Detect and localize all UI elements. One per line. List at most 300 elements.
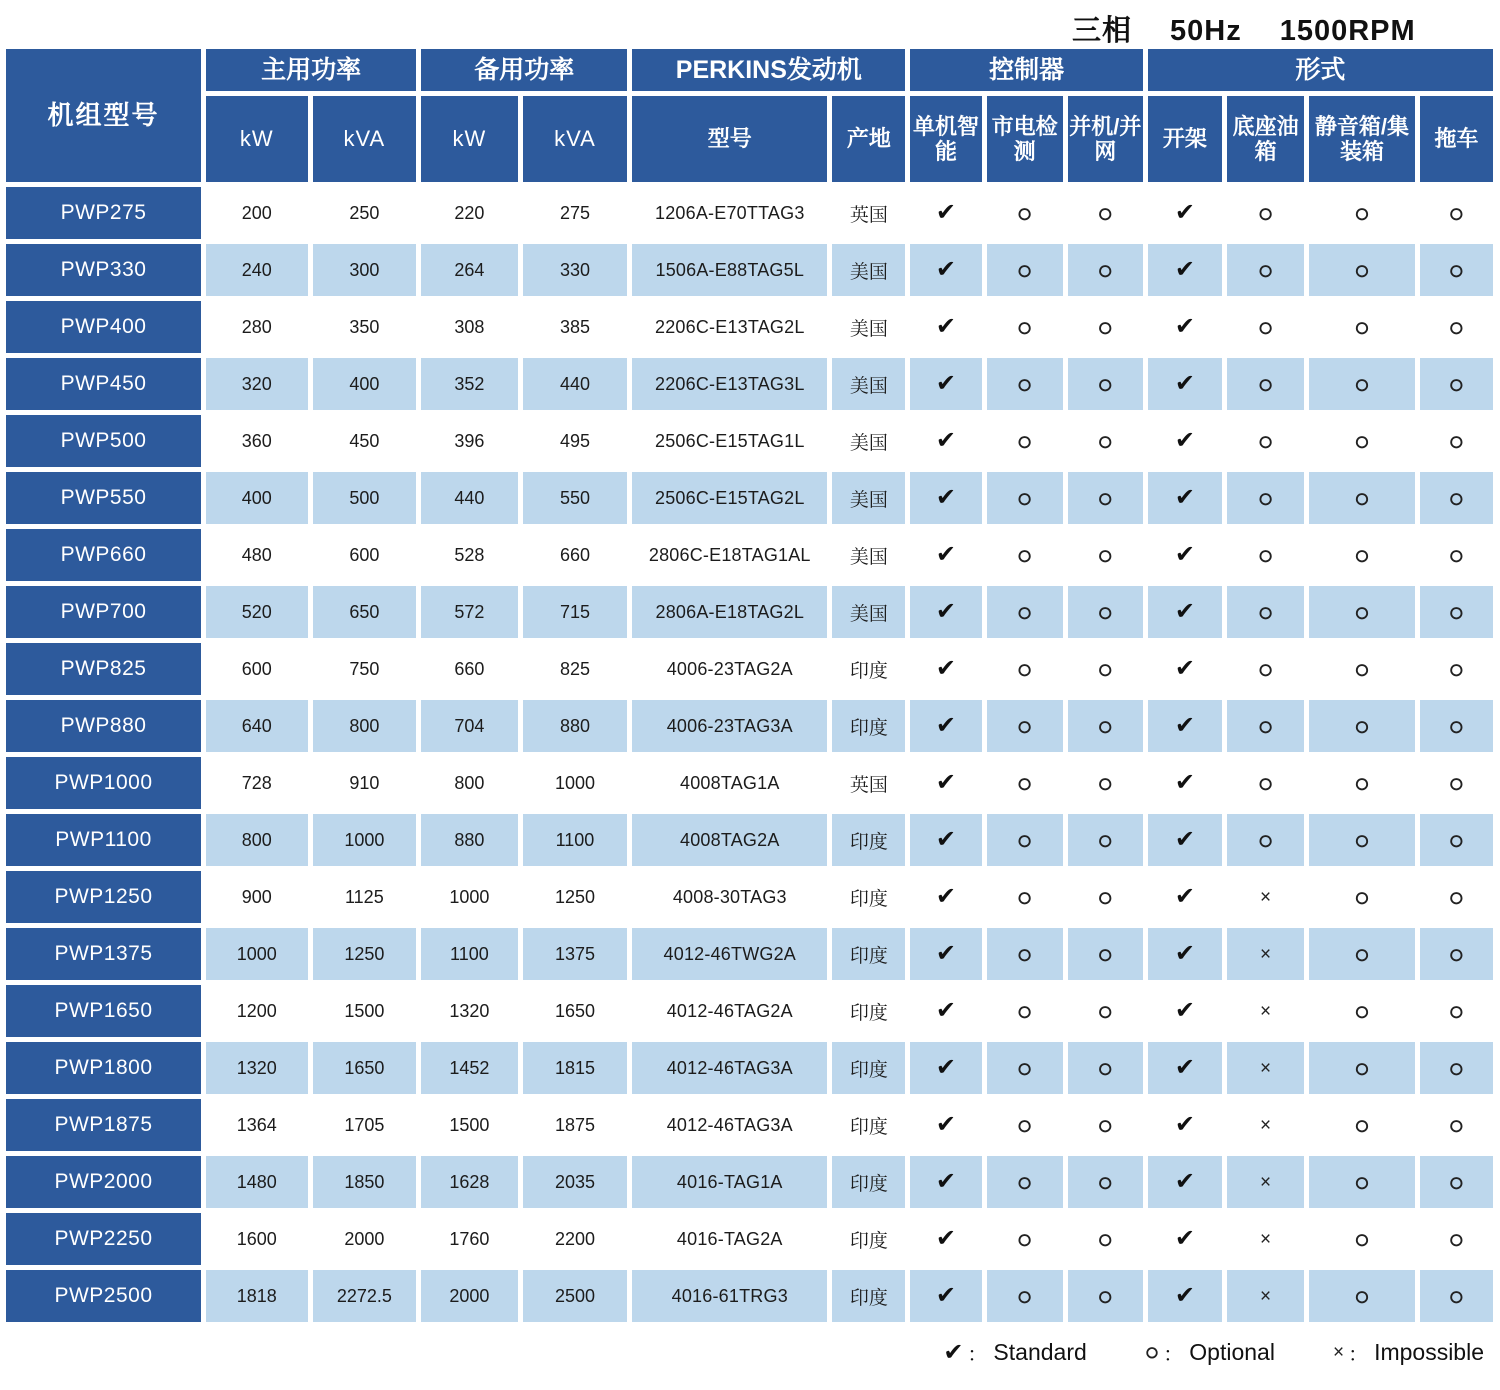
circle-icon: ○ — [1354, 824, 1370, 855]
circle-icon: ○ — [1097, 938, 1114, 969]
cross-icon: × — [1332, 1342, 1345, 1363]
form-open-frame-cell — [1148, 985, 1222, 1037]
ctrl-parallel-cell — [1068, 814, 1143, 866]
group-controller: 控制器 — [910, 49, 1142, 91]
form-open-frame-cell — [1148, 643, 1222, 695]
engine-model-cell: 4012-46TWG2A — [632, 928, 827, 980]
check-icon: ✔ — [935, 1168, 957, 1195]
standby-kva-cell: 2500 — [523, 1270, 628, 1322]
circle-icon: ○ — [1097, 824, 1114, 855]
check-icon: ✔ — [1174, 598, 1195, 625]
circle-icon: ○ — [1354, 1166, 1370, 1197]
circle-icon: ○ — [1016, 539, 1033, 570]
model-cell: PWP2000 — [6, 1156, 201, 1208]
circle-icon: ○ — [1097, 653, 1114, 684]
ctrl-mains-detect-cell — [987, 1156, 1063, 1208]
engine-model-cell: 2506C-E15TAG2L — [632, 472, 827, 524]
origin-cell: 印度 — [832, 1213, 905, 1265]
check-icon: ✔ — [935, 256, 957, 283]
ctrl-mains-detect-cell — [987, 928, 1063, 980]
form-open-frame-cell — [1148, 700, 1222, 752]
prime-kw-cell: 320 — [206, 358, 308, 410]
ctrl-smart-single-cell — [910, 187, 981, 239]
model-cell: PWP1100 — [6, 814, 201, 866]
prime-kva-cell: 1500 — [313, 985, 417, 1037]
check-icon: ✔ — [935, 370, 957, 397]
engine-model-cell: 4008TAG1A — [632, 757, 827, 809]
subheader-prime-kva: kVA — [313, 96, 417, 182]
subheader-standby-kw: kW — [421, 96, 517, 182]
circle-icon: ○ — [1448, 938, 1465, 969]
check-icon: ✔ — [935, 1225, 957, 1252]
standby-kw-cell: 264 — [421, 244, 517, 296]
ctrl-smart-single-cell — [910, 301, 981, 353]
table-row — [6, 985, 1493, 1037]
form-open-frame-cell — [1148, 586, 1222, 638]
header-group-row — [6, 49, 1493, 91]
form-trailer-cell — [1420, 1270, 1493, 1322]
form-open-frame-cell — [1148, 1270, 1222, 1322]
circle-icon: ○ — [1016, 254, 1033, 285]
form-trailer-cell — [1420, 871, 1493, 923]
standby-kva-cell: 1375 — [523, 928, 628, 980]
check-icon: ✔ — [1174, 541, 1195, 568]
ctrl-mains-detect-cell — [987, 757, 1063, 809]
circle-icon: ○ — [1448, 368, 1465, 399]
ctrl-parallel-cell — [1068, 472, 1143, 524]
form-base-tank-cell — [1227, 415, 1304, 467]
prime-kva-cell: 400 — [313, 358, 417, 410]
prime-kw-cell: 200 — [206, 187, 308, 239]
origin-cell: 印度 — [832, 814, 905, 866]
form-base-tank-cell — [1227, 871, 1304, 923]
form-base-tank-cell — [1227, 1042, 1304, 1094]
check-icon: ✔ — [935, 1054, 957, 1081]
circle-icon: ○ — [1097, 596, 1114, 627]
check-icon: ✔ — [935, 1111, 957, 1138]
cross-icon: × — [1260, 1000, 1272, 1022]
standby-kw-cell: 1628 — [421, 1156, 517, 1208]
table-row — [6, 928, 1493, 980]
table-row — [6, 472, 1493, 524]
standby-kw-cell: 352 — [421, 358, 517, 410]
circle-icon: ○ — [1354, 1052, 1370, 1083]
check-icon: ✔ — [935, 997, 957, 1024]
table-row — [6, 301, 1493, 353]
standby-kva-cell: 660 — [523, 529, 628, 581]
standby-kw-cell: 1500 — [421, 1099, 517, 1151]
legend-label: Optional — [1189, 1339, 1275, 1365]
form-base-tank-cell — [1227, 244, 1304, 296]
circle-icon: ○ — [1016, 995, 1033, 1026]
check-icon: ✔ — [1174, 940, 1195, 967]
standby-kw-cell: 1760 — [421, 1213, 517, 1265]
form-open-frame-cell — [1148, 1099, 1222, 1151]
subheader-form-trailer: 拖车 — [1420, 96, 1493, 182]
engine-model-cell: 4012-46TAG3A — [632, 1099, 827, 1151]
form-silent-box-cell — [1309, 1042, 1415, 1094]
standby-kva-cell: 1815 — [523, 1042, 628, 1094]
circle-icon: ○ — [1097, 368, 1114, 399]
circle-icon: ○ — [1448, 653, 1465, 684]
check-icon: ✔ — [1174, 1282, 1195, 1309]
prime-kw-cell: 400 — [206, 472, 308, 524]
form-silent-box-cell — [1309, 244, 1415, 296]
engine-model-cell: 4016-TAG1A — [632, 1156, 827, 1208]
circle-icon: ○ — [1016, 767, 1033, 798]
ctrl-smart-single-cell — [910, 472, 981, 524]
origin-cell: 美国 — [832, 358, 905, 410]
standby-kw-cell: 572 — [421, 586, 517, 638]
model-cell: PWP330 — [6, 244, 201, 296]
check-icon: ✔ — [935, 655, 957, 682]
check-icon: ✔ — [935, 541, 957, 568]
prime-kva-cell: 500 — [313, 472, 417, 524]
ctrl-parallel-cell — [1068, 415, 1143, 467]
check-icon: ✔ — [1174, 655, 1195, 682]
circle-icon: ○ — [1448, 767, 1465, 798]
form-trailer-cell — [1420, 700, 1493, 752]
check-icon: ✔ — [935, 199, 957, 226]
standby-kw-cell: 1000 — [421, 871, 517, 923]
ctrl-smart-single-cell — [910, 415, 981, 467]
form-silent-box-cell — [1309, 586, 1415, 638]
circle-icon: ○ — [1448, 824, 1465, 855]
model-cell: PWP1250 — [6, 871, 201, 923]
legend-separator: ： — [1348, 1344, 1369, 1366]
form-silent-box-cell — [1309, 472, 1415, 524]
circle-icon: ○ — [1257, 653, 1274, 684]
engine-model-cell: 4008TAG2A — [632, 814, 827, 866]
ctrl-mains-detect-cell — [987, 415, 1063, 467]
circle-icon: ○ — [1448, 1280, 1465, 1311]
prime-kw-cell: 1320 — [206, 1042, 308, 1094]
standby-kva-cell: 1650 — [523, 985, 628, 1037]
table-row — [6, 700, 1493, 752]
form-silent-box-cell — [1309, 529, 1415, 581]
form-silent-box-cell — [1309, 643, 1415, 695]
ctrl-mains-detect-cell — [987, 1042, 1063, 1094]
form-silent-box-cell — [1309, 358, 1415, 410]
origin-cell: 美国 — [832, 472, 905, 524]
form-silent-box-cell — [1309, 187, 1415, 239]
circle-icon: ○ — [1354, 425, 1370, 456]
form-silent-box-cell — [1309, 1156, 1415, 1208]
form-trailer-cell — [1420, 187, 1493, 239]
form-silent-box-cell — [1309, 1099, 1415, 1151]
model-cell: PWP700 — [6, 586, 201, 638]
ctrl-smart-single-cell — [910, 871, 981, 923]
table-row — [6, 757, 1493, 809]
model-cell: PWP450 — [6, 358, 201, 410]
origin-cell: 美国 — [832, 529, 905, 581]
prime-kw-cell: 520 — [206, 586, 308, 638]
model-cell: PWP275 — [6, 187, 201, 239]
circle-icon: ○ — [1354, 1280, 1370, 1311]
origin-cell: 英国 — [832, 187, 905, 239]
circle-icon: ○ — [1097, 425, 1114, 456]
standby-kw-cell: 1452 — [421, 1042, 517, 1094]
circle-icon: ○ — [1354, 482, 1370, 513]
ctrl-smart-single-cell — [910, 814, 981, 866]
circle-icon: ○ — [1016, 368, 1033, 399]
prime-kw-cell: 640 — [206, 700, 308, 752]
circle-icon: ○ — [1257, 710, 1274, 741]
engine-model-cell: 2206C-E13TAG2L — [632, 301, 827, 353]
circle-icon: ○ — [1448, 197, 1465, 228]
cross-icon: × — [1260, 1228, 1272, 1250]
circle-icon: ○ — [1448, 1052, 1465, 1083]
form-open-frame-cell — [1148, 472, 1222, 524]
standby-kw-cell: 308 — [421, 301, 517, 353]
form-base-tank-cell — [1227, 1270, 1304, 1322]
check-icon: ✔ — [1174, 370, 1195, 397]
form-open-frame-cell — [1148, 1042, 1222, 1094]
form-silent-box-cell — [1309, 985, 1415, 1037]
standby-kva-cell: 2200 — [523, 1213, 628, 1265]
circle-icon: ○ — [1097, 710, 1114, 741]
origin-cell: 印度 — [832, 1099, 905, 1151]
form-base-tank-cell — [1227, 757, 1304, 809]
model-cell: PWP1650 — [6, 985, 201, 1037]
standby-kw-cell: 396 — [421, 415, 517, 467]
form-trailer-cell — [1420, 985, 1493, 1037]
check-icon: ✔ — [1174, 712, 1195, 739]
engine-model-cell: 4012-46TAG2A — [632, 985, 827, 1037]
origin-cell: 印度 — [832, 700, 905, 752]
circle-icon: ○ — [1257, 425, 1274, 456]
check-icon: ✔ — [1174, 484, 1195, 511]
cross-icon: × — [1260, 1057, 1272, 1079]
prime-kw-cell: 360 — [206, 415, 308, 467]
circle-icon: ○ — [1016, 596, 1033, 627]
check-icon: ✔ — [1174, 1225, 1195, 1252]
form-silent-box-cell — [1309, 757, 1415, 809]
ctrl-smart-single-cell — [910, 928, 981, 980]
form-open-frame-cell — [1148, 301, 1222, 353]
subheader-standby-kva: kVA — [523, 96, 628, 182]
table-row — [6, 415, 1493, 467]
form-base-tank-cell — [1227, 1156, 1304, 1208]
table-row — [6, 1042, 1493, 1094]
form-open-frame-cell — [1148, 871, 1222, 923]
prime-kva-cell: 350 — [313, 301, 417, 353]
standby-kva-cell: 1000 — [523, 757, 628, 809]
subheader-form-open-frame: 开架 — [1148, 96, 1222, 182]
prime-kw-cell: 1364 — [206, 1099, 308, 1151]
ctrl-parallel-cell — [1068, 358, 1143, 410]
check-icon: ✔ — [1174, 997, 1195, 1024]
form-silent-box-cell — [1309, 1213, 1415, 1265]
check-icon: ✔ — [1174, 769, 1195, 796]
prime-kva-cell: 1650 — [313, 1042, 417, 1094]
check-icon: ✔ — [1174, 256, 1195, 283]
standby-kw-cell: 528 — [421, 529, 517, 581]
standby-kva-cell: 495 — [523, 415, 628, 467]
ctrl-mains-detect-cell — [987, 643, 1063, 695]
ctrl-smart-single-cell — [910, 1042, 981, 1094]
form-trailer-cell — [1420, 643, 1493, 695]
ctrl-smart-single-cell — [910, 757, 981, 809]
form-trailer-cell — [1420, 244, 1493, 296]
check-icon: ✔ — [935, 712, 957, 739]
origin-cell: 美国 — [832, 301, 905, 353]
standby-kva-cell: 550 — [523, 472, 628, 524]
circle-icon: ○ — [1354, 710, 1370, 741]
ctrl-parallel-cell — [1068, 700, 1143, 752]
standby-kva-cell: 825 — [523, 643, 628, 695]
corner-header: 机组型号 — [6, 49, 201, 182]
prime-kva-cell: 1250 — [313, 928, 417, 980]
form-trailer-cell — [1420, 301, 1493, 353]
table-row — [6, 643, 1493, 695]
check-icon: ✔ — [1174, 313, 1195, 340]
engine-model-cell: 4016-61TRG3 — [632, 1270, 827, 1322]
ctrl-mains-detect-cell — [987, 529, 1063, 581]
prime-kw-cell: 280 — [206, 301, 308, 353]
form-open-frame-cell — [1148, 814, 1222, 866]
ctrl-mains-detect-cell — [987, 301, 1063, 353]
circle-icon: ○ — [1257, 254, 1274, 285]
engine-model-cell: 2506C-E15TAG1L — [632, 415, 827, 467]
ctrl-smart-single-cell — [910, 244, 981, 296]
standby-kva-cell: 275 — [523, 187, 628, 239]
model-cell: PWP500 — [6, 415, 201, 467]
check-icon: ✔ — [1174, 199, 1195, 226]
form-silent-box-cell — [1309, 301, 1415, 353]
circle-icon: ○ — [1016, 824, 1033, 855]
circle-icon: ○ — [1448, 1166, 1465, 1197]
prime-kva-cell: 1705 — [313, 1099, 417, 1151]
subheader-form-base-tank: 底座油箱 — [1227, 96, 1304, 182]
circle-icon: ○ — [1354, 653, 1370, 684]
circle-icon: ○ — [1257, 539, 1274, 570]
circle-icon: ○ — [1354, 881, 1370, 912]
circle-icon: ○ — [1097, 311, 1114, 342]
form-base-tank-cell — [1227, 529, 1304, 581]
prime-kva-cell: 910 — [313, 757, 417, 809]
prime-kva-cell: 800 — [313, 700, 417, 752]
ctrl-mains-detect-cell — [987, 187, 1063, 239]
legend — [943, 1338, 1484, 1367]
engine-model-cell: 4006-23TAG3A — [632, 700, 827, 752]
ctrl-mains-detect-cell — [987, 700, 1063, 752]
model-cell: PWP2250 — [6, 1213, 201, 1265]
circle-icon: ○ — [1354, 767, 1370, 798]
standby-kw-cell: 660 — [421, 643, 517, 695]
circle-icon: ○ — [1354, 368, 1370, 399]
circle-icon: ○ — [1016, 938, 1033, 969]
prime-kw-cell: 480 — [206, 529, 308, 581]
form-base-tank-cell — [1227, 643, 1304, 695]
prime-kw-cell: 1600 — [206, 1213, 308, 1265]
group-form: 形式 — [1148, 49, 1493, 91]
ctrl-mains-detect-cell — [987, 1213, 1063, 1265]
ctrl-smart-single-cell — [910, 529, 981, 581]
circle-icon: ○ — [1016, 653, 1033, 684]
circle-icon: ○ — [1016, 197, 1033, 228]
form-open-frame-cell — [1148, 529, 1222, 581]
model-cell: PWP825 — [6, 643, 201, 695]
prime-kw-cell: 600 — [206, 643, 308, 695]
check-icon: ✔ — [935, 598, 957, 625]
legend-item-cross — [1333, 1338, 1484, 1367]
prime-kva-cell: 300 — [313, 244, 417, 296]
prime-kva-cell: 250 — [313, 187, 417, 239]
ctrl-smart-single-cell — [910, 586, 981, 638]
form-open-frame-cell — [1148, 757, 1222, 809]
cross-icon: × — [1260, 1285, 1272, 1307]
ctrl-parallel-cell — [1068, 757, 1143, 809]
form-silent-box-cell — [1309, 1270, 1415, 1322]
circle-icon: ○ — [1448, 1223, 1465, 1254]
circle-icon: ○ — [1144, 1338, 1160, 1366]
ctrl-smart-single-cell — [910, 1156, 981, 1208]
model-cell: PWP1000 — [6, 757, 201, 809]
origin-cell: 英国 — [832, 757, 905, 809]
form-silent-box-cell — [1309, 415, 1415, 467]
prime-kva-cell: 1125 — [313, 871, 417, 923]
standby-kva-cell: 385 — [523, 301, 628, 353]
origin-cell: 美国 — [832, 244, 905, 296]
legend-item-circle — [1145, 1338, 1275, 1367]
ctrl-parallel-cell — [1068, 928, 1143, 980]
check-icon: ✔ — [935, 883, 957, 910]
circle-icon: ○ — [1016, 1109, 1033, 1140]
circle-icon: ○ — [1016, 881, 1033, 912]
model-cell: PWP1800 — [6, 1042, 201, 1094]
ctrl-smart-single-cell — [910, 1270, 981, 1322]
engine-model-cell: 4016-TAG2A — [632, 1213, 827, 1265]
standby-kw-cell: 440 — [421, 472, 517, 524]
prime-kw-cell: 240 — [206, 244, 308, 296]
check-icon: ✔ — [935, 427, 957, 454]
form-open-frame-cell — [1148, 187, 1222, 239]
table-row — [6, 1156, 1493, 1208]
subheader-ctrl-mains-detect: 市电检测 — [987, 96, 1063, 182]
circle-icon: ○ — [1354, 311, 1370, 342]
ctrl-parallel-cell — [1068, 586, 1143, 638]
table-row — [6, 358, 1493, 410]
form-base-tank-cell — [1227, 187, 1304, 239]
circle-icon: ○ — [1257, 767, 1274, 798]
ctrl-mains-detect-cell — [987, 814, 1063, 866]
ctrl-parallel-cell — [1068, 1099, 1143, 1151]
check-icon: ✔ — [935, 940, 957, 967]
form-silent-box-cell — [1309, 814, 1415, 866]
circle-icon: ○ — [1016, 425, 1033, 456]
group-standby-power: 备用功率 — [421, 49, 627, 91]
standby-kva-cell: 1875 — [523, 1099, 628, 1151]
circle-icon: ○ — [1016, 311, 1033, 342]
ctrl-mains-detect-cell — [987, 871, 1063, 923]
engine-model-cell: 2206C-E13TAG3L — [632, 358, 827, 410]
form-trailer-cell — [1420, 928, 1493, 980]
prime-kw-cell: 728 — [206, 757, 308, 809]
circle-icon: ○ — [1448, 254, 1465, 285]
form-trailer-cell — [1420, 529, 1493, 581]
engine-model-cell: 4008-30TAG3 — [632, 871, 827, 923]
form-base-tank-cell — [1227, 1213, 1304, 1265]
table-row — [6, 244, 1493, 296]
ctrl-mains-detect-cell — [987, 244, 1063, 296]
ctrl-parallel-cell — [1068, 301, 1143, 353]
ctrl-smart-single-cell — [910, 358, 981, 410]
table-row — [6, 814, 1493, 866]
subheader-form-silent-box: 静音箱/集装箱 — [1309, 96, 1415, 182]
circle-icon: ○ — [1354, 995, 1370, 1026]
table-row — [6, 1270, 1493, 1322]
